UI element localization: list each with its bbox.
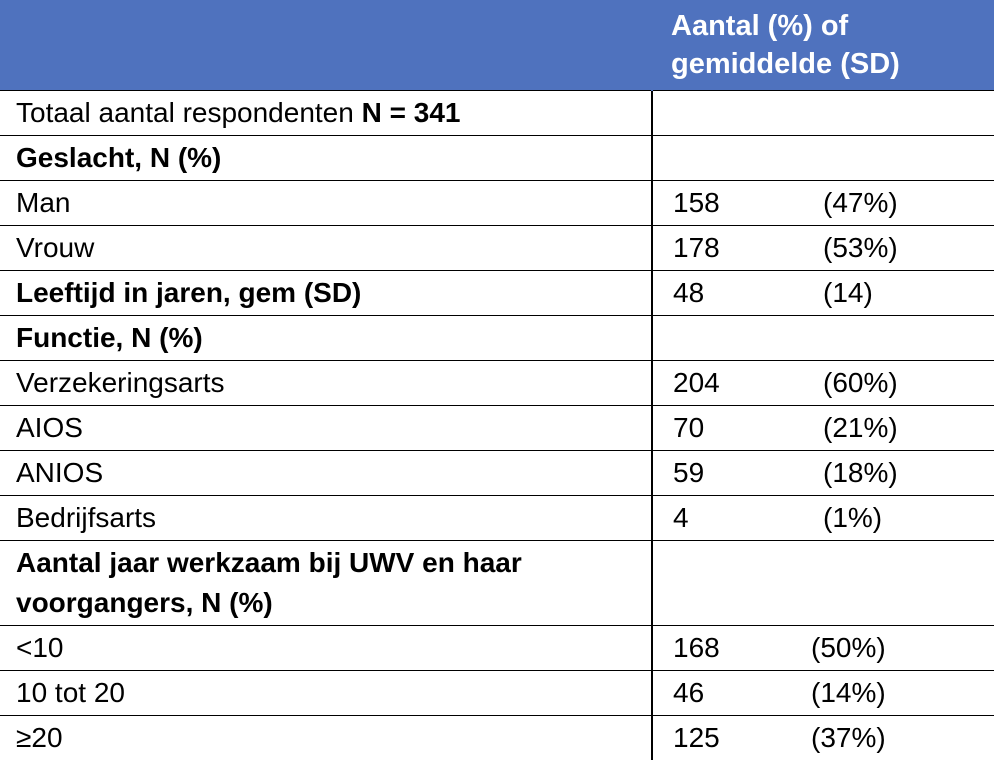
row-value	[652, 316, 994, 361]
table-row-section-geslacht	[0, 136, 994, 181]
row-label: Man	[0, 181, 652, 226]
row-value-pct: (60%)	[823, 361, 898, 405]
row-value-n: 70	[673, 406, 823, 450]
row-label-line1: Aantal jaar werkzaam bij UWV en haar	[16, 547, 522, 578]
row-label: 10 tot 20	[0, 671, 652, 716]
row-value	[652, 716, 994, 760]
row-value-pct: (53%)	[823, 226, 898, 270]
row-label: Verzekeringsarts	[0, 361, 652, 406]
row-value	[652, 91, 994, 136]
row-value-n: 4	[673, 496, 823, 540]
table-row-vrouw	[0, 226, 994, 271]
table-row-verzekeringsarts	[0, 361, 994, 406]
row-label: Geslacht, N (%)	[0, 136, 652, 181]
row-label-total-n: N = 341	[362, 97, 461, 128]
row-value	[652, 406, 994, 451]
row-label: AIOS	[0, 406, 652, 451]
row-value-n: 59	[673, 451, 823, 495]
row-value	[652, 671, 994, 716]
table-row-aios	[0, 406, 994, 451]
table-row-bedrijfsarts	[0, 496, 994, 541]
table-header-row	[0, 0, 994, 91]
row-label: <10	[0, 626, 652, 671]
header-value-line2: gemiddelde (SD)	[671, 48, 900, 80]
row-value-pct: (37%)	[811, 716, 886, 760]
header-value-line1: Aantal (%) of	[671, 10, 848, 42]
table-row-total	[0, 91, 994, 136]
row-value-pct: (50%)	[811, 626, 886, 670]
row-label: Leeftijd in jaren, gem (SD)	[0, 271, 652, 316]
row-value	[652, 361, 994, 406]
row-value	[652, 451, 994, 496]
table-row-gte20	[0, 716, 994, 760]
row-value-pct: (1%)	[823, 496, 882, 540]
header-value-column	[652, 0, 994, 91]
row-value-pct: (21%)	[823, 406, 898, 450]
row-label: Vrouw	[0, 226, 652, 271]
row-value-n: 204	[673, 361, 823, 405]
row-label: ANIOS	[0, 451, 652, 496]
row-value	[652, 626, 994, 671]
row-value	[652, 541, 994, 626]
table-row-anios	[0, 451, 994, 496]
row-value-pct: (18%)	[823, 451, 898, 495]
row-value	[652, 496, 994, 541]
row-label	[0, 541, 652, 626]
row-value-n: 46	[673, 671, 811, 715]
row-label	[0, 91, 652, 136]
row-value	[652, 136, 994, 181]
row-value	[652, 226, 994, 271]
header-label-column	[0, 0, 652, 91]
table-row-man	[0, 181, 994, 226]
row-label: Bedrijfsarts	[0, 496, 652, 541]
row-value-pct: (14%)	[811, 671, 886, 715]
table-row-lt10	[0, 626, 994, 671]
row-label-text: Totaal aantal respondenten	[16, 97, 362, 128]
row-value-n: 48	[673, 271, 823, 315]
table-row-section-functie	[0, 316, 994, 361]
row-value-n: 125	[673, 716, 811, 760]
table-row-10-20	[0, 671, 994, 716]
row-value-n: 168	[673, 626, 811, 670]
table-row-leeftijd	[0, 271, 994, 316]
row-value-pct: (14)	[823, 271, 873, 315]
row-value	[652, 181, 994, 226]
row-label-line2: voorgangers, N (%)	[16, 587, 273, 618]
table-row-section-werkzaam	[0, 541, 994, 626]
row-value-n: 158	[673, 181, 823, 225]
row-value-n: 178	[673, 226, 823, 270]
row-label: ≥20	[0, 716, 652, 760]
row-label: Functie, N (%)	[0, 316, 652, 361]
row-value-pct: (47%)	[823, 181, 898, 225]
row-value	[652, 271, 994, 316]
